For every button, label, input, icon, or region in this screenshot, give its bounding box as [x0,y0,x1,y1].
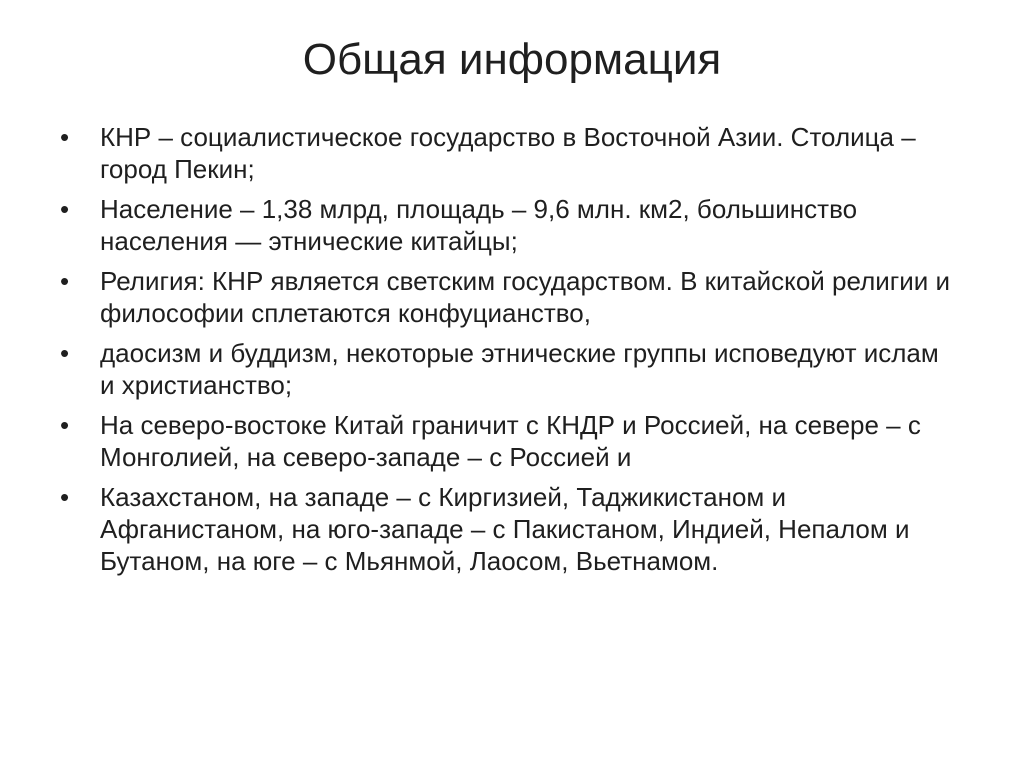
bullet-item [60,409,960,473]
bullet-list [60,121,960,585]
bullet-icon: • [60,482,70,512]
bullet-item [60,121,960,185]
bullet-text: Религия: КНР является светским государством. В китайской религии и философии сплетаются конфуцианство, [100,266,951,328]
bullet-item [60,337,960,401]
bullet-icon: • [60,194,70,224]
bullet-icon: • [60,410,70,440]
slide-title: Общая информация [302,35,722,84]
bullet-text: На северо-востоке Китай граничит с КНДР и Россией, на севере – с Монголией, на северо-западе – с Россией и [100,410,921,472]
bullet-text: Казахстаном, на западе – с Киргизией, Таджикистаном и Афганистаном, на юго-западе – с Пакистаном, Индией, Непалом и Бутаном, на юге – с Мьянмой, Лаосом, Вьетнамом. [100,482,910,576]
bullet-icon: • [60,122,70,152]
bullet-item [60,481,960,577]
bullet-item [60,265,960,329]
bullet-text: даосизм и буддизм, некоторые этнические группы исповедуют ислам и христианство; [100,338,939,400]
bullet-icon: • [60,266,70,296]
bullet-icon: • [60,338,70,368]
bullet-text: КНР – социалистическое государство в Восточной Азии. Столица – город Пекин; [100,122,916,184]
bullet-text: Население – 1,38 млрд, площадь – 9,6 млн. км2, большинство населения — этнические китайцы; [100,194,858,256]
bullet-item [60,193,960,257]
